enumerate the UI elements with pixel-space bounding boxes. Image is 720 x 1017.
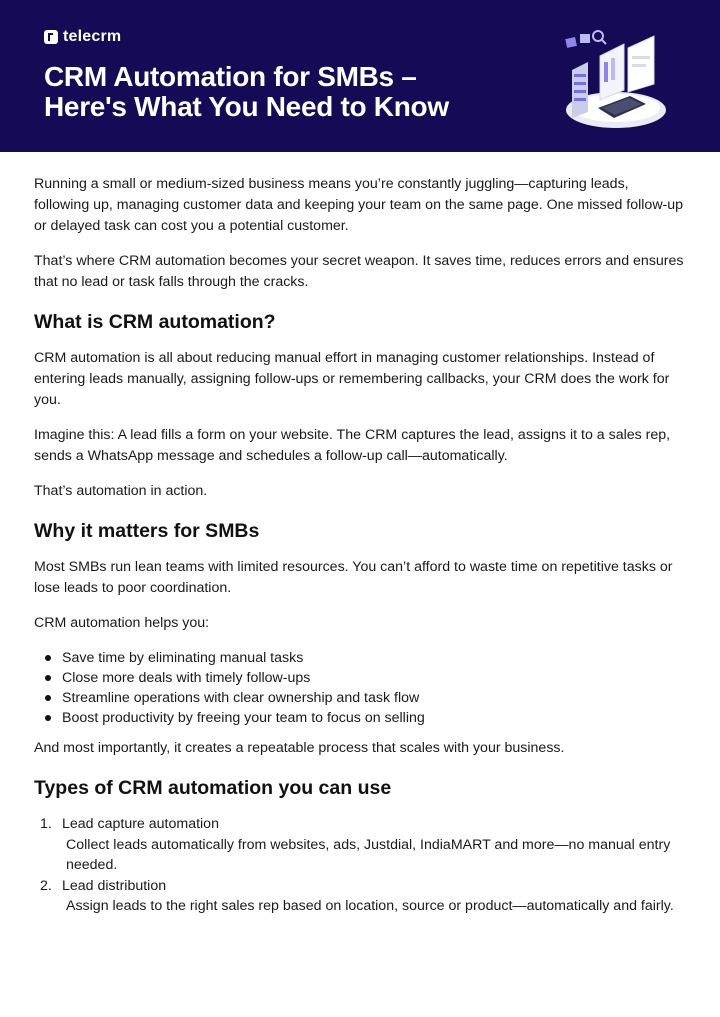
intro-paragraph-1: Running a small or medium-sized business means you’re constantly juggling—capturing leads, following up, managing customer data and keeping your team on the same page. One missed follow-up or delayed task can cost you a potential customer.	[34, 176, 684, 234]
brand-name: telecrm	[63, 28, 122, 45]
telecrm-logo-icon	[44, 30, 58, 44]
intro-paragraph-2: That’s where CRM automation becomes your secret weapon. It saves time, reduces errors and ensures that no lead or task falls through the cracks.	[34, 253, 684, 290]
benefit-item: Boost productivity by freeing your team to focus on selling	[34, 708, 686, 728]
section-heading-types: Types of CRM automation you can use	[34, 777, 392, 799]
item-description: Collect leads automatically from websites, ads, Justdial, IndiaMART and more—no manual entry needed.	[66, 836, 671, 873]
section1-paragraph-1: CRM automation is all about reducing manual effort in managing customer relationships. Instead of entering leads manually, assigning follow-ups or remembering callbacks, your CRM does the work for you.	[34, 350, 670, 408]
automation-type-item	[34, 876, 686, 917]
item-number: 1.	[40, 816, 52, 832]
title-line-2: Here's What You Need to Know	[44, 91, 449, 122]
item-description: Assign leads to the right sales rep based on location, source or product—automatically and fairly.	[66, 898, 674, 914]
benefits-list	[34, 648, 686, 728]
section2-paragraph-2: CRM automation helps you:	[34, 615, 210, 631]
benefit-item: Save time by eliminating manual tasks	[34, 648, 686, 668]
automation-type-item	[34, 814, 686, 876]
section2-closing: And most importantly, it creates a repeatable process that scales with your business.	[34, 740, 565, 756]
header-banner	[0, 0, 720, 152]
section-heading-why-it-matters: Why it matters for SMBs	[34, 520, 260, 542]
section1-paragraph-3: That’s automation in action.	[34, 483, 208, 499]
article-body	[0, 152, 720, 917]
section1-paragraph-2: Imagine this: A lead fills a form on your website. The CRM captures the lead, assigns it to a sales rep, sends a WhatsApp message and schedules a follow-up call—automatically.	[34, 427, 671, 464]
automation-types-list	[34, 814, 686, 917]
title-line-1: CRM Automation for SMBs –	[44, 61, 417, 92]
item-number: 2.	[40, 877, 52, 894]
dashboard-illustration-icon	[558, 26, 676, 130]
benefit-item: Close more deals with timely follow-ups	[34, 668, 686, 688]
section2-paragraph-1: Most SMBs run lean teams with limited resources. You can’t afford to waste time on repetitive tasks or lose leads to poor coordination.	[34, 559, 673, 596]
benefit-item: Streamline operations with clear ownership and task flow	[34, 688, 686, 708]
item-title: Lead capture automation	[62, 816, 219, 832]
item-title: Lead distribution	[62, 877, 167, 894]
section-heading-what-is: What is CRM automation?	[34, 311, 276, 333]
